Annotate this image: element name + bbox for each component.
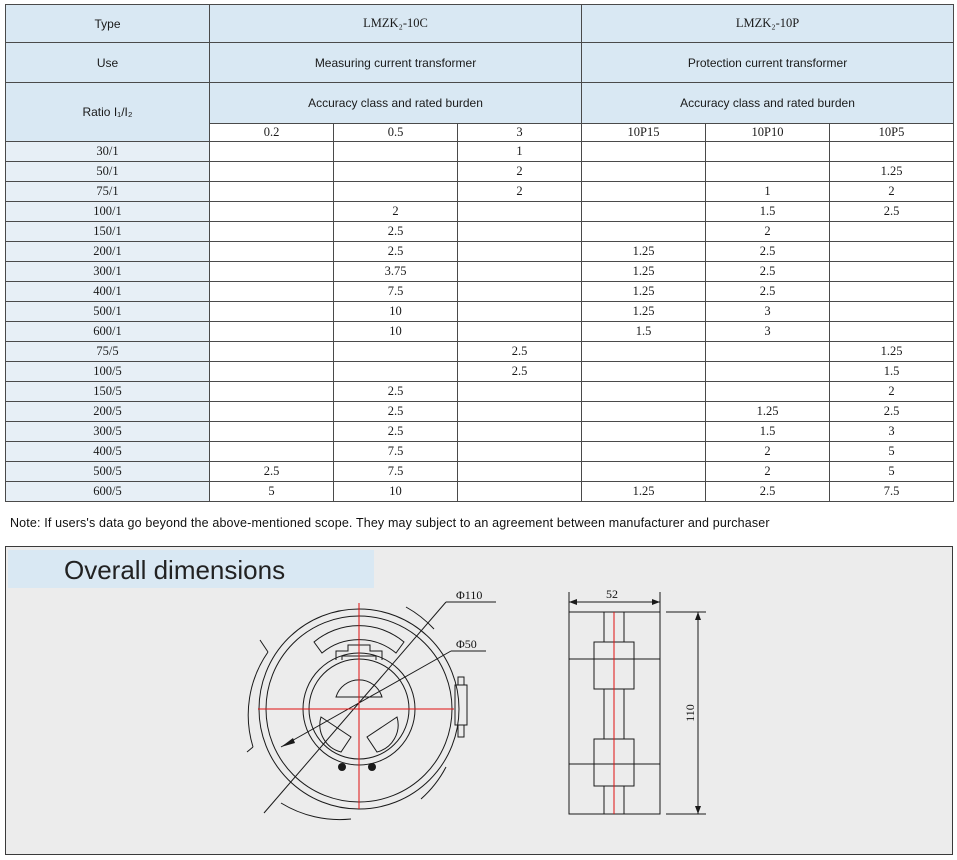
burden-cell: 2 bbox=[830, 382, 954, 402]
burden-cell: 2.5 bbox=[458, 342, 582, 362]
left-shell-arc bbox=[248, 652, 268, 747]
burden-cell bbox=[334, 342, 458, 362]
table-row bbox=[6, 222, 954, 242]
ratio-cell: 75/1 bbox=[6, 182, 210, 202]
ratio-cell: 300/5 bbox=[6, 422, 210, 442]
use-p: Protection current transformer bbox=[582, 43, 954, 83]
burden-cell bbox=[458, 282, 582, 302]
dimensions-panel bbox=[5, 546, 953, 855]
model-p: LMZK₂-10P bbox=[582, 5, 954, 43]
ratio-label: Ratio I₁/I₂ bbox=[6, 83, 210, 142]
burden-cell: 5 bbox=[210, 482, 334, 502]
burden-cell: 2.5 bbox=[706, 282, 830, 302]
table-row bbox=[6, 262, 954, 282]
burden-cell: 1.5 bbox=[706, 202, 830, 222]
burden-cell bbox=[334, 362, 458, 382]
burden-cell: 7.5 bbox=[334, 282, 458, 302]
burden-cell: 2.5 bbox=[334, 382, 458, 402]
bolt-hole-left bbox=[338, 763, 346, 771]
burden-cell: 1.25 bbox=[582, 282, 706, 302]
burden-cell bbox=[706, 142, 830, 162]
burden-cell: 3 bbox=[706, 302, 830, 322]
table-row bbox=[6, 142, 954, 162]
burden-cell bbox=[458, 302, 582, 322]
burden-cell bbox=[458, 422, 582, 442]
class-header: 0.5 bbox=[334, 124, 458, 142]
burden-cell: 1.25 bbox=[830, 342, 954, 362]
burden-cell bbox=[706, 362, 830, 382]
burden-cell bbox=[830, 142, 954, 162]
burden-cell: 1.25 bbox=[830, 162, 954, 182]
burden-cell bbox=[582, 222, 706, 242]
burden-cell: 10 bbox=[334, 302, 458, 322]
burden-cell: 3.75 bbox=[334, 262, 458, 282]
accuracy-c: Accuracy class and rated burden bbox=[210, 83, 582, 124]
bottom-shell-arc bbox=[281, 803, 351, 820]
side-terminal bbox=[455, 685, 467, 725]
burden-cell bbox=[210, 182, 334, 202]
burden-cell: 2.5 bbox=[458, 362, 582, 382]
spec-table bbox=[5, 4, 954, 502]
burden-cell: 7.5 bbox=[334, 462, 458, 482]
type-row bbox=[6, 5, 954, 43]
burden-cell: 5 bbox=[830, 462, 954, 482]
lobe-right bbox=[367, 717, 398, 752]
burden-cell: 2 bbox=[830, 182, 954, 202]
ratio-cell: 100/5 bbox=[6, 362, 210, 382]
burden-cell bbox=[210, 322, 334, 342]
burden-cell: 2.5 bbox=[706, 242, 830, 262]
burden-cell bbox=[458, 322, 582, 342]
table-row bbox=[6, 382, 954, 402]
table-row bbox=[6, 402, 954, 422]
use-c: Measuring current transformer bbox=[210, 43, 582, 83]
burden-cell bbox=[706, 162, 830, 182]
burden-cell bbox=[210, 162, 334, 182]
inner-leader bbox=[281, 651, 451, 747]
burden-cell bbox=[210, 442, 334, 462]
burden-cell: 2.5 bbox=[334, 242, 458, 262]
burden-cell bbox=[210, 382, 334, 402]
burden-cell bbox=[458, 382, 582, 402]
table-row bbox=[6, 422, 954, 442]
table-row bbox=[6, 282, 954, 302]
table-row bbox=[6, 162, 954, 182]
burden-cell bbox=[458, 462, 582, 482]
burden-cell bbox=[582, 422, 706, 442]
burden-cell bbox=[830, 222, 954, 242]
burden-cell: 1.5 bbox=[582, 322, 706, 342]
burden-cell: 2 bbox=[458, 162, 582, 182]
burden-cell: 2.5 bbox=[706, 262, 830, 282]
burden-cell bbox=[210, 222, 334, 242]
burden-cell bbox=[458, 482, 582, 502]
burden-cell: 2.5 bbox=[706, 482, 830, 502]
burden-cell bbox=[582, 182, 706, 202]
burden-cell bbox=[706, 342, 830, 362]
ratio-cell: 150/5 bbox=[6, 382, 210, 402]
dimension-drawing bbox=[6, 547, 952, 854]
use-label: Use bbox=[6, 43, 210, 83]
bolt-hole-right bbox=[368, 763, 376, 771]
table-row bbox=[6, 442, 954, 462]
ratio-cell: 600/5 bbox=[6, 482, 210, 502]
table-row bbox=[6, 462, 954, 482]
burden-cell: 2.5 bbox=[210, 462, 334, 482]
use-row bbox=[6, 43, 954, 83]
burden-cell bbox=[210, 342, 334, 362]
ratio-cell: 30/1 bbox=[6, 142, 210, 162]
model-c: LMZK₂-10C bbox=[210, 5, 582, 43]
inner-diameter-label: Φ50 bbox=[456, 637, 477, 651]
burden-cell: 2 bbox=[706, 222, 830, 242]
table-row bbox=[6, 482, 954, 502]
ratio-cell: 50/1 bbox=[6, 162, 210, 182]
burden-cell bbox=[458, 442, 582, 462]
burden-cell bbox=[582, 162, 706, 182]
burden-cell: 2.5 bbox=[830, 402, 954, 422]
outer-diameter-label: Φ110 bbox=[456, 588, 483, 602]
burden-cell: 3 bbox=[706, 322, 830, 342]
burden-cell: 2 bbox=[334, 202, 458, 222]
burden-cell: 2.5 bbox=[830, 202, 954, 222]
ratio-cell: 200/1 bbox=[6, 242, 210, 262]
burden-cell: 1.5 bbox=[706, 422, 830, 442]
ratio-cell: 100/1 bbox=[6, 202, 210, 222]
burden-cell bbox=[706, 382, 830, 402]
burden-cell bbox=[830, 282, 954, 302]
table-row bbox=[6, 322, 954, 342]
burden-cell bbox=[210, 302, 334, 322]
burden-cell: 10 bbox=[334, 482, 458, 502]
class-header: 3 bbox=[458, 124, 582, 142]
burden-cell bbox=[334, 182, 458, 202]
burden-cell bbox=[458, 202, 582, 222]
table-row bbox=[6, 182, 954, 202]
table-row bbox=[6, 242, 954, 262]
burden-cell: 10 bbox=[334, 322, 458, 342]
burden-cell bbox=[210, 422, 334, 442]
accuracy-row bbox=[6, 83, 954, 124]
burden-cell bbox=[582, 142, 706, 162]
burden-cell bbox=[830, 242, 954, 262]
accuracy-p: Accuracy class and rated burden bbox=[582, 83, 954, 124]
burden-cell: 1.25 bbox=[582, 262, 706, 282]
height-label: 110 bbox=[683, 704, 697, 722]
burden-cell bbox=[334, 162, 458, 182]
class-header: 0.2 bbox=[210, 124, 334, 142]
burden-cell: 2 bbox=[706, 442, 830, 462]
table-row bbox=[6, 202, 954, 222]
burden-cell bbox=[210, 402, 334, 422]
burden-cell bbox=[582, 362, 706, 382]
ratio-cell: 400/5 bbox=[6, 442, 210, 462]
burden-cell bbox=[582, 382, 706, 402]
scope-note: Note: If users's data go beyond the above-mentioned scope. They may subject to an agreement between manufacturer and purchaser bbox=[10, 516, 770, 530]
burden-cell bbox=[334, 142, 458, 162]
burden-cell bbox=[830, 302, 954, 322]
burden-cell: 1 bbox=[458, 142, 582, 162]
burden-cell: 1.25 bbox=[582, 302, 706, 322]
width-label: 52 bbox=[606, 587, 618, 601]
burden-cell: 1.25 bbox=[582, 242, 706, 262]
burden-cell bbox=[582, 202, 706, 222]
burden-cell: 7.5 bbox=[830, 482, 954, 502]
class-header: 10P10 bbox=[706, 124, 830, 142]
burden-cell bbox=[458, 242, 582, 262]
table-row bbox=[6, 302, 954, 322]
burden-cell bbox=[210, 282, 334, 302]
ratio-cell: 75/5 bbox=[6, 342, 210, 362]
class-header: 10P15 bbox=[582, 124, 706, 142]
burden-cell bbox=[582, 462, 706, 482]
burden-cell bbox=[458, 262, 582, 282]
burden-cell: 1.5 bbox=[830, 362, 954, 382]
burden-cell bbox=[210, 242, 334, 262]
burden-cell: 2.5 bbox=[334, 422, 458, 442]
burden-cell: 2.5 bbox=[334, 222, 458, 242]
burden-cell: 2.5 bbox=[334, 402, 458, 422]
burden-cell bbox=[582, 342, 706, 362]
outer-leader bbox=[264, 602, 446, 813]
burden-cell bbox=[458, 222, 582, 242]
burden-cell: 2 bbox=[706, 462, 830, 482]
right-shell-arc bbox=[421, 767, 446, 799]
ratio-cell: 500/5 bbox=[6, 462, 210, 482]
burden-cell: 1.25 bbox=[706, 402, 830, 422]
burden-cell bbox=[458, 402, 582, 422]
ratio-cell: 500/1 bbox=[6, 302, 210, 322]
burden-cell bbox=[210, 202, 334, 222]
burden-cell: 1.25 bbox=[582, 482, 706, 502]
ratio-cell: 150/1 bbox=[6, 222, 210, 242]
burden-cell bbox=[830, 322, 954, 342]
burden-cell: 3 bbox=[830, 422, 954, 442]
table-row bbox=[6, 362, 954, 382]
burden-cell bbox=[210, 142, 334, 162]
ratio-cell: 300/1 bbox=[6, 262, 210, 282]
burden-cell: 5 bbox=[830, 442, 954, 462]
burden-cell bbox=[830, 262, 954, 282]
class-header: 10P5 bbox=[830, 124, 954, 142]
table-row bbox=[6, 342, 954, 362]
burden-cell: 7.5 bbox=[334, 442, 458, 462]
burden-cell bbox=[582, 442, 706, 462]
ratio-cell: 600/1 bbox=[6, 322, 210, 342]
type-label: Type bbox=[6, 5, 210, 43]
ratio-cell: 400/1 bbox=[6, 282, 210, 302]
burden-cell: 1 bbox=[706, 182, 830, 202]
burden-cell: 2 bbox=[458, 182, 582, 202]
burden-cell bbox=[582, 402, 706, 422]
burden-cell bbox=[210, 362, 334, 382]
burden-cell bbox=[210, 262, 334, 282]
ratio-cell: 200/5 bbox=[6, 402, 210, 422]
top-right-shell-arc bbox=[406, 607, 434, 629]
dimensions-title: Overall dimensions bbox=[64, 555, 286, 585]
